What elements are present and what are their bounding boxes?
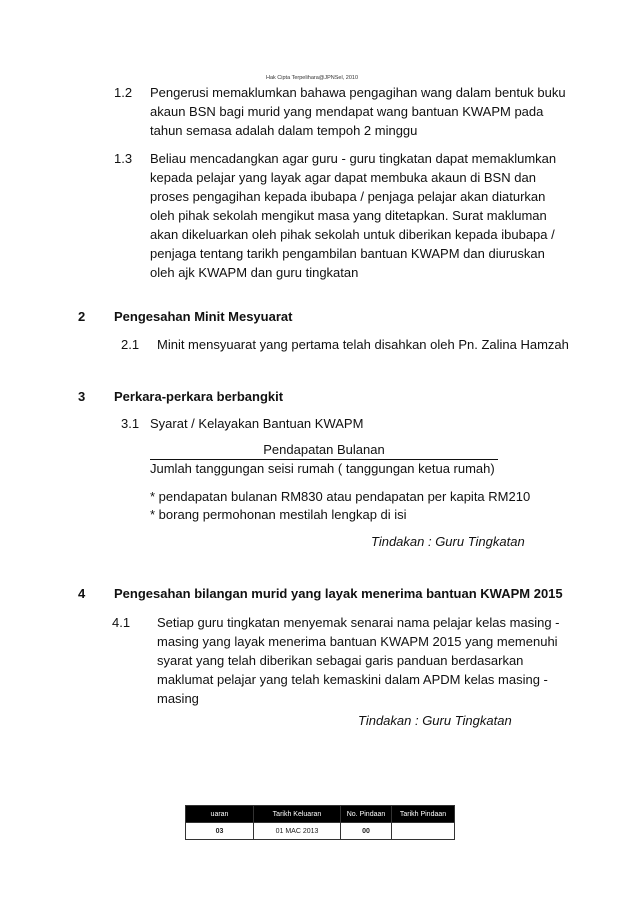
table-header-cell: uaran [186,806,254,823]
table-row [186,823,455,840]
item-number: 3.1 [121,416,140,431]
paragraph-line: akan dikeluarkan oleh pihak sekolah untuk diberikan kepada ibubapa / [150,227,555,242]
table-cell [392,823,455,840]
table-cell: 01 MAC 2013 [254,823,341,840]
section-number: 2 [78,309,86,324]
paragraph-line: oleh pihak sekolah mengikut masa yang ditetapkan. Surat makluman [150,208,547,223]
paragraph-line: masing [157,691,199,706]
item-text: Syarat / Kelayakan Bantuan KWAPM [150,416,364,431]
item-number: 2.1 [121,337,140,352]
table-header-cell: No. Pindaan [341,806,392,823]
paragraph-line: penjaga tentang tarikh pengambilan bantuan KWAPM dan diuruskan [150,246,545,261]
paragraph-line: kepada pelajar yang layak agar dapat membuka akaun di BSN dan [150,170,536,185]
table-cell: 00 [341,823,392,840]
paragraph-line: Setiap guru tingkatan menyemak senarai nama pelajar kelas masing - [157,615,560,630]
paragraph-line: Beliau mencadangkan agar guru - guru tingkatan dapat memaklumkan [150,151,557,166]
table-header-cell: Tarikh Keluaran [254,806,341,823]
paragraph-line: tahun semasa adalah dalam tempoh 2 minggu [150,123,418,138]
document-control-table [185,805,455,840]
table-cell: 03 [186,823,254,840]
item-text: Minit mensyuarat yang pertama telah disahkan oleh Pn. Zalina Hamzah [157,337,569,352]
paragraph-line: masing yang layak menerima bantuan KWAPM 2015 yang memenuhi [157,634,558,649]
item-number: 1.2 [114,85,133,100]
action-note: Tindakan : Guru Tingkatan [371,534,525,549]
fraction-numerator: Pendapatan Bulanan [150,441,498,460]
copyright-header: Hak Cipta Terpelihara@JPNSel, 2010 [266,75,359,81]
table-header-cell: Tarikh Pindaan [392,806,455,823]
paragraph-line: akaun BSN bagi murid yang mendapat wang bantuan KWAPM pada [150,104,544,119]
section-title: Pengesahan bilangan murid yang layak menerima bantuan KWAPM 2015 [114,586,563,601]
section-number: 4 [78,586,86,601]
paragraph-line: Pengerusi memaklumkan bahawa pengagihan wang dalam bentuk buku [150,85,566,100]
item-number: 4.1 [112,615,131,630]
item-number: 1.3 [114,151,133,166]
paragraph-line: proses pengagihan kepada ibubapa / penjaga pelajar akan diaturkan [150,189,546,204]
section-title: Pengesahan Minit Mesyuarat [114,309,293,324]
action-note: Tindakan : Guru Tingkatan [358,713,512,728]
fraction-denominator: Jumlah tanggungan seisi rumah ( tanggungan ketua rumah) [150,461,495,476]
section-title: Perkara-perkara berbangkit [114,389,284,404]
paragraph-line: maklumat pelajar yang telah kemaskini dalam APDM kelas masing - [157,672,548,687]
table-header-row [186,806,455,823]
paragraph-line: syarat yang telah diberikan sebagai garis panduan berdasarkan [157,653,524,668]
note-line: * borang permohonan mestilah lengkap di isi [150,507,407,522]
note-line: * pendapatan bulanan RM830 atau pendapatan per kapita RM210 [150,489,531,504]
paragraph-line: oleh ajk KWAPM dan guru tingkatan [150,265,359,280]
section-number: 3 [78,389,86,404]
